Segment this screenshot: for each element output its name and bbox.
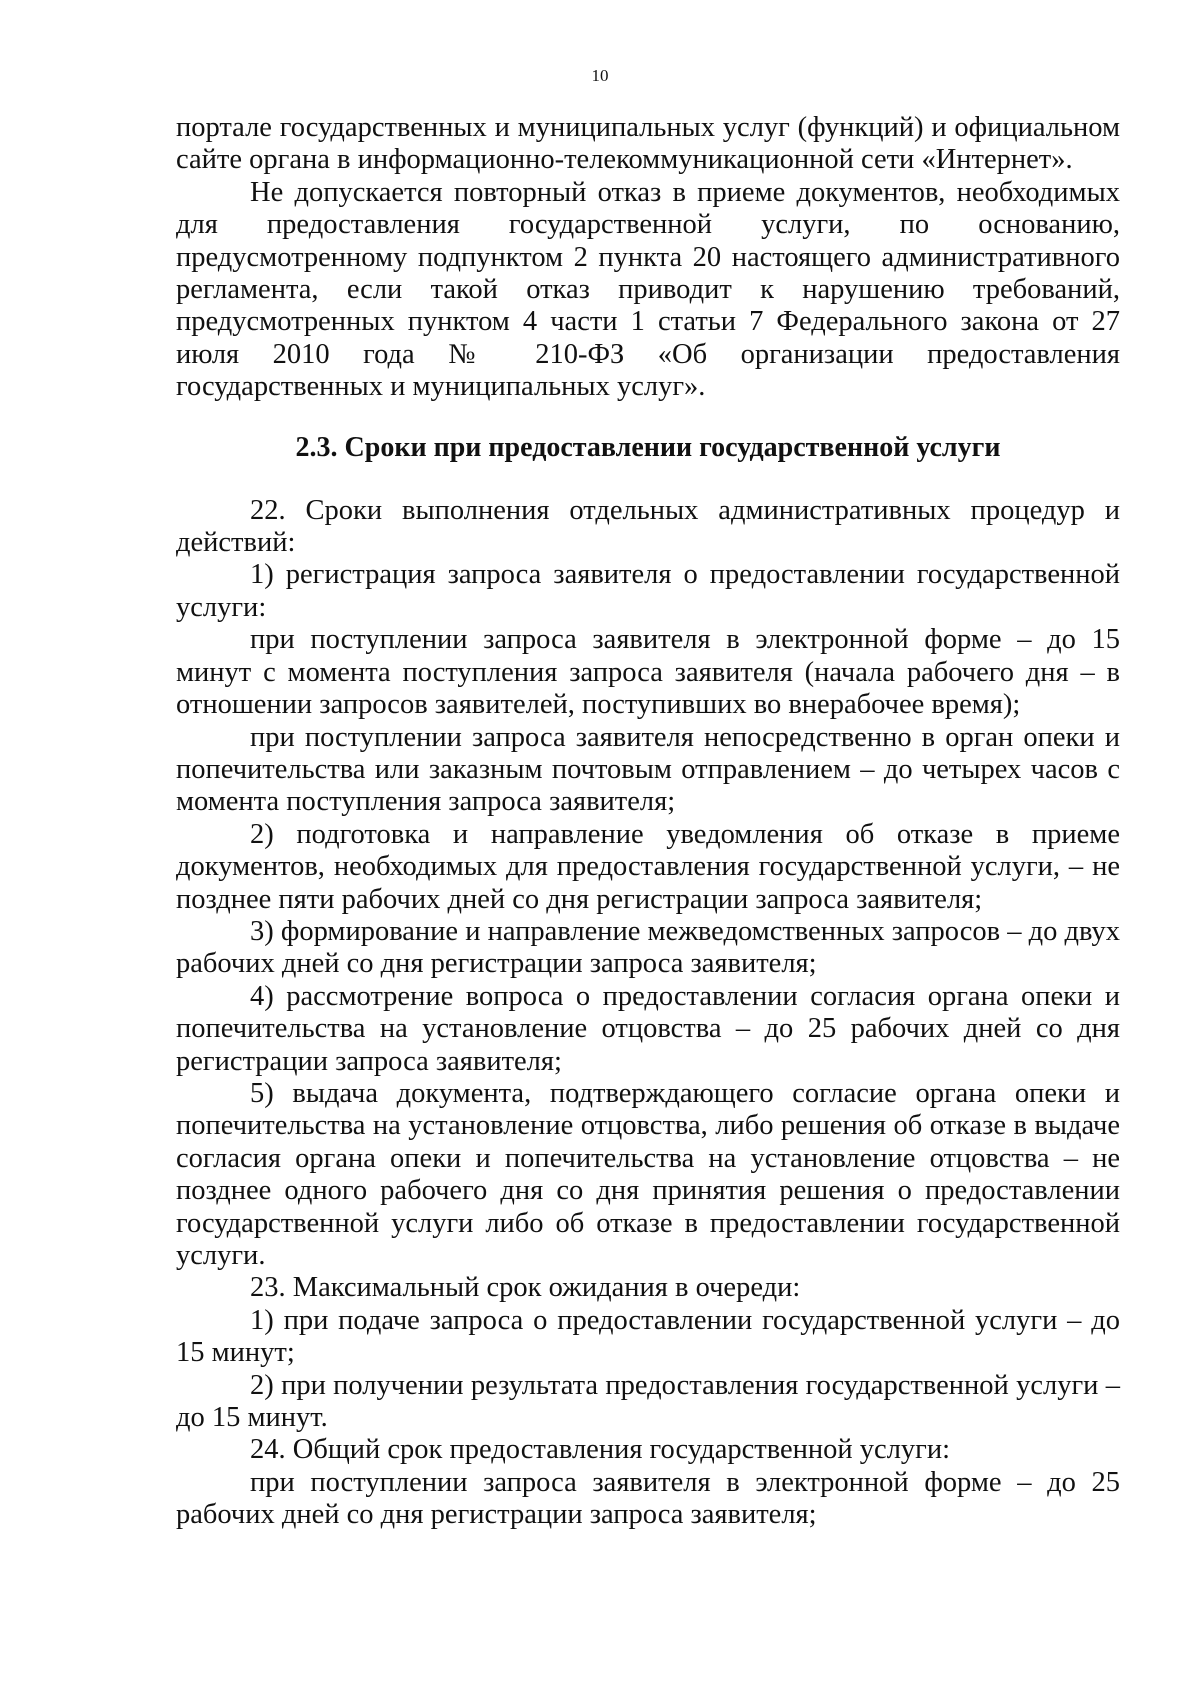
paragraph: 4) рассмотрение вопроса о предоставлении согласия органа опеки и попечительства на установление отцовства – до 25 рабочих дней со дня регистрации запроса заявителя; [176, 980, 1120, 1077]
paragraph: 1) при подаче запроса о предоставлении государственной услуги – до 15 минут; [176, 1304, 1120, 1369]
paragraph: 22. Сроки выполнения отдельных административных процедур и действий: [176, 494, 1120, 559]
paragraph: при поступлении запроса заявителя непосредственно в орган опеки и попечительства или заказным почтовым отправлением – до четырех часов с момента поступления запроса заявителя; [176, 721, 1120, 818]
paragraph: 1) регистрация запроса заявителя о предоставлении государственной услуги: [176, 559, 1120, 623]
document-body [176, 112, 1120, 1532]
paragraph: при поступлении запроса заявителя в электронной форме – до 25 рабочих дней со дня регистрации запроса заявителя; [176, 1466, 1120, 1531]
paragraph: 2) при получении результата предоставления государственной услуги – до 15 минут. [176, 1369, 1120, 1434]
section-heading: 2.3. Сроки при предоставлении государственной услуги [295, 431, 1001, 463]
paragraph: при поступлении запроса заявителя в электронной форме – до 15 минут с момента поступления запроса заявителя (начала рабочего дня – в отношении запросов заявителей, поступивших во внерабочее время); [176, 624, 1120, 721]
paragraph: 23. Максимальный срок ожидания в очереди: [250, 1272, 801, 1304]
paragraph: Не допускается повторный отказ в приеме документов, необходимых для предоставления государственной услуги, по основанию, предусмотренному подпунктом 2 пункта 20 настоящего административного регламента, если такой отказ приводит к нарушению требований, предусмотренных пунктом 4 части 1 статьи 7 Федерального закона от 27 июля 2010 года № 210-ФЗ «Об организации предоставления государственных и муниципальных услуг». [176, 176, 1120, 403]
paragraph: 3) формирование и направление межведомственных запросов – до двух рабочих дней со дня регистрации запроса заявителя; [176, 915, 1120, 980]
paragraph: 2) подготовка и направление уведомления об отказе в приеме документов, необходимых для предоставления государственной услуги, – не позднее пяти рабочих дней со дня регистрации запроса заявителя; [176, 818, 1120, 915]
page-number: 10 [591, 66, 609, 85]
paragraph: 24. Общий срок предоставления государственной услуги: [250, 1434, 951, 1466]
paragraph: 5) выдача документа, подтверждающего согласие органа опеки и попечительства на установление отцовства, либо решения об отказе в выдаче согласия органа опеки и попечительства на установление отцовства – не позднее одного рабочего дня со дня принятия решения о предоставлении государственной услуги либо об отказе в предоставлении государственной услуги. [176, 1077, 1120, 1271]
paragraph: порталe государственных и муниципальных услуг (функций) и официальном сайте органа в информационно-телекоммуникационной сети «Интернет». [176, 112, 1120, 176]
